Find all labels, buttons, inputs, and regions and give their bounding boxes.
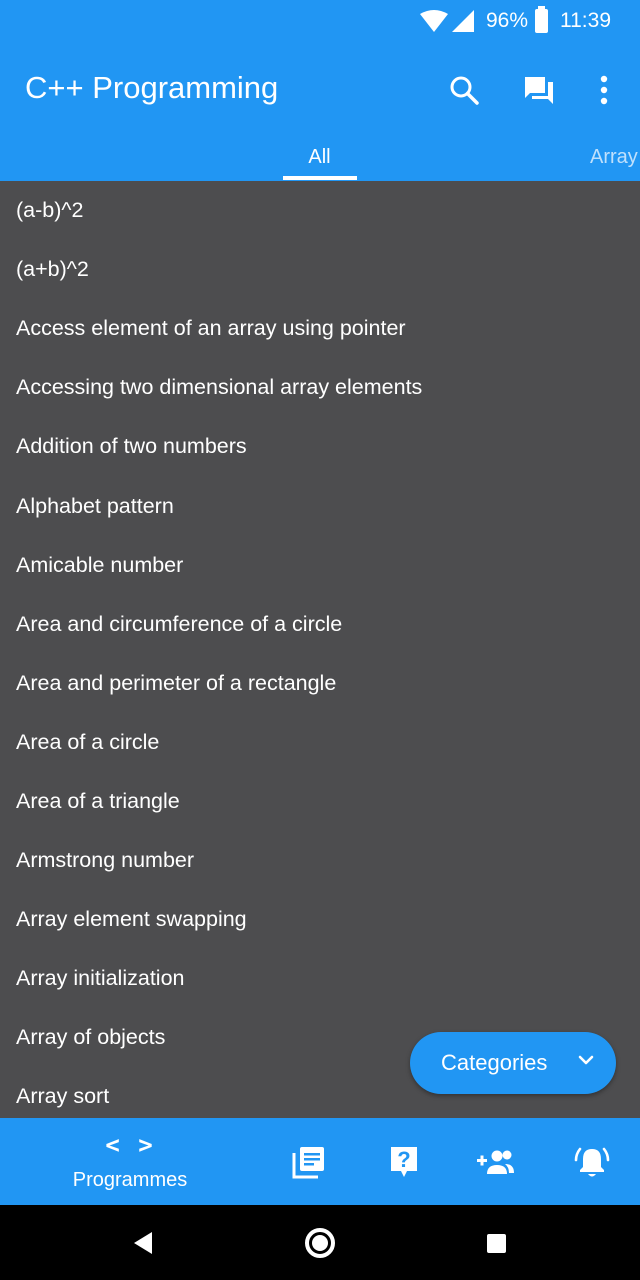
nav-quiz[interactable] [380, 1118, 428, 1205]
list-item[interactable]: Area of a triangle [16, 788, 180, 813]
list-item[interactable]: Access element of an array using pointer [16, 316, 406, 341]
categories-button[interactable] [410, 1032, 616, 1094]
list-item[interactable]: Area and perimeter of a rectangle [16, 670, 337, 695]
home-icon[interactable] [305, 1228, 335, 1258]
invite-icon [476, 1147, 516, 1177]
nav-programmes[interactable] [50, 1118, 210, 1205]
recent-apps-icon[interactable] [487, 1234, 506, 1253]
list-item[interactable]: Array initialization [16, 966, 185, 991]
nav-notifications[interactable] [568, 1118, 616, 1205]
app-title: C++ Programming [25, 70, 279, 105]
tab-all[interactable]: All [308, 146, 331, 168]
app-bar [0, 44, 640, 136]
list-item[interactable]: (a-b)^2 [16, 198, 84, 223]
more-options-button[interactable] [580, 66, 628, 114]
more-vert-icon [599, 75, 609, 105]
system-navigation-bar [0, 1205, 640, 1280]
code-icon: < > [105, 1131, 155, 1159]
nav-notes[interactable] [285, 1118, 333, 1205]
list-item[interactable]: Array of objects [16, 1025, 166, 1050]
signal-icon [450, 10, 474, 34]
notes-icon [292, 1145, 326, 1179]
chevron-down-icon [578, 1055, 594, 1067]
search-icon [449, 75, 479, 105]
bottom-navigation [0, 1118, 640, 1205]
categories-label: Categories [441, 1050, 548, 1075]
list-item[interactable]: Array element swapping [16, 907, 247, 932]
quiz-icon [389, 1145, 419, 1179]
list-item[interactable]: Addition of two numbers [16, 434, 247, 459]
list-item[interactable]: (a+b)^2 [16, 257, 89, 282]
list-item[interactable]: Alphabet pattern [16, 493, 174, 518]
list-item[interactable]: Area and circumference of a circle [16, 611, 343, 636]
quiz-icon-glyph: ? [397, 1146, 411, 1172]
nav-programmes-label: Programmes [72, 1169, 188, 1191]
nav-invite[interactable] [472, 1118, 520, 1205]
list-item[interactable]: Accessing two dimensional array elements [16, 375, 423, 400]
notification-icon [574, 1145, 610, 1179]
status-bar [0, 0, 640, 44]
search-button[interactable] [440, 66, 488, 114]
list-item[interactable]: Area of a circle [16, 729, 160, 754]
category-tabs [0, 136, 640, 181]
status-time: 11:39 [560, 9, 611, 32]
list-item[interactable]: Amicable number [16, 552, 184, 577]
tab-indicator [283, 176, 357, 180]
wifi-icon [420, 10, 448, 34]
battery-percentage: 96% [486, 9, 529, 32]
chat-icon [523, 75, 555, 105]
chat-button[interactable] [515, 66, 563, 114]
list-item[interactable]: Armstrong number [16, 848, 195, 873]
back-icon[interactable] [134, 1232, 152, 1254]
battery-icon [535, 9, 548, 33]
tab-array[interactable]: Array [590, 146, 638, 168]
list-item[interactable]: Array sort [16, 1084, 110, 1109]
programs-list [0, 181, 640, 1118]
